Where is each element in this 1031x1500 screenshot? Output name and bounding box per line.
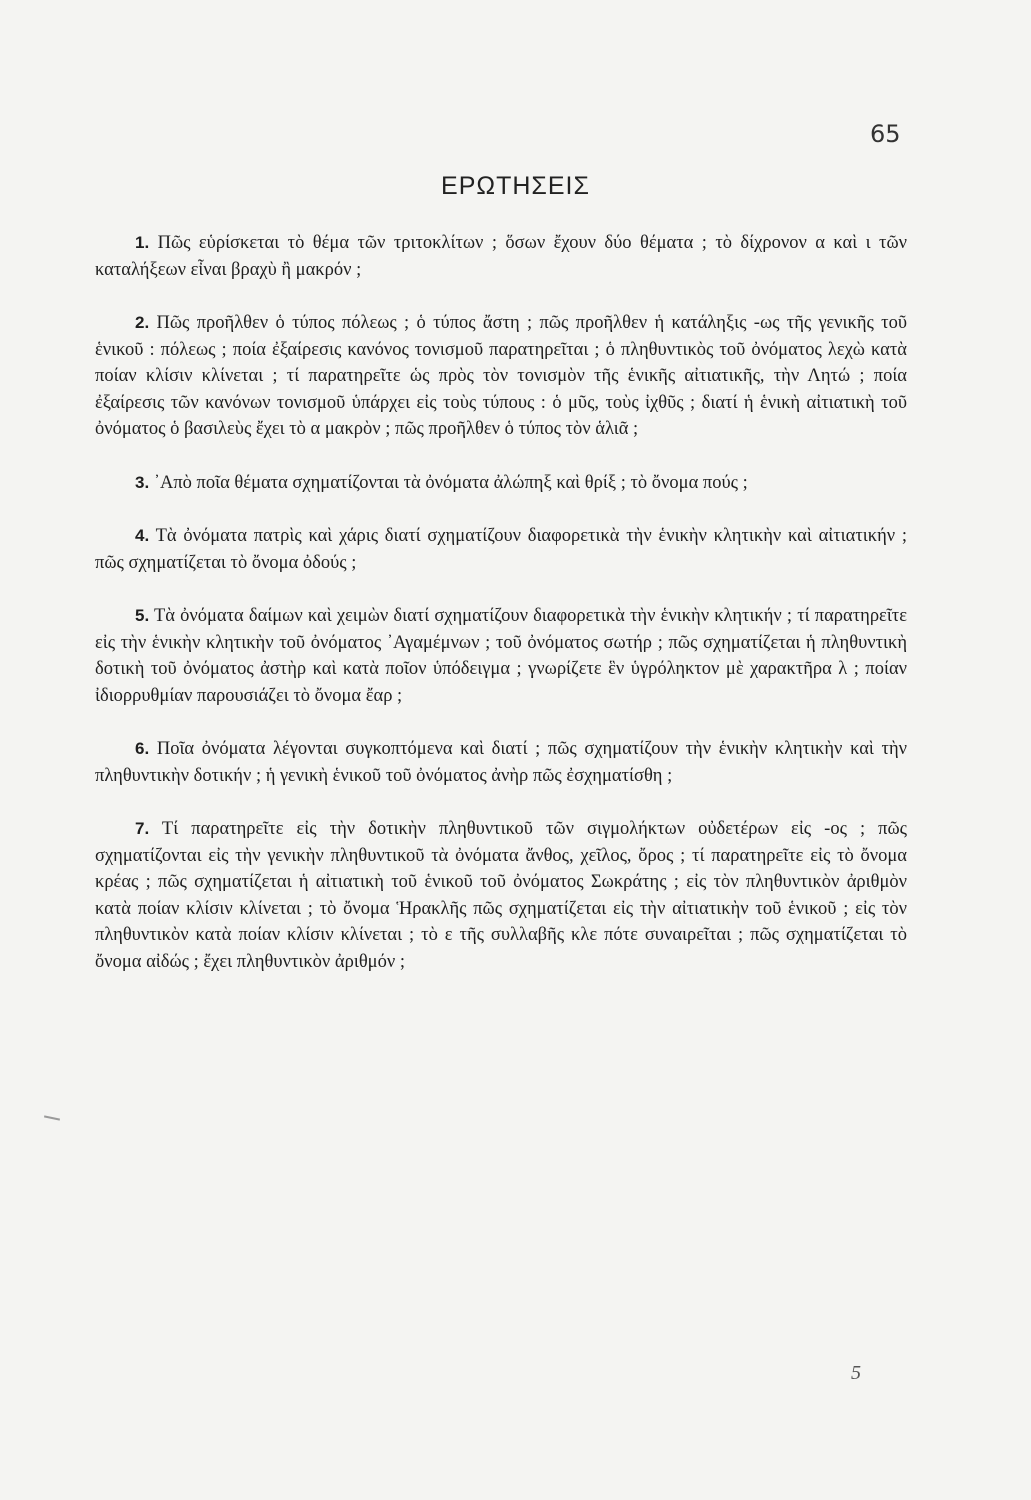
- question-4: [95, 523, 907, 576]
- question-text: Πῶς εὑρίσκεται τὸ θέμα τῶν τριτοκλίτων ; ὅσων ἔχουν δύο θέματα ; τὸ δίχρονον α καὶ ι τῶν καταλήξεων εἶναι βραχὺ ἢ μακρόν ;: [95, 233, 908, 280]
- question-text: Τὰ ὀνόματα δαίμων καὶ χειμὼν διατί σχηματίζουν διαφορετικὰ τὴν ἑνικὴν κλητικήν ; τί παρατηρεῖτε εἰς τὴν ἑνικὴν κλητικὴν τοῦ ὀνόματος ᾿Αγαμέμνων ; τοῦ ὀνόματος σωτήρ ; πῶς σχηματίζεται ἡ πληθυντικὴ δοτικὴ τοῦ ὀνόματος ἀστὴρ καὶ κατὰ ποῖον ὑπόδειγμα ; γνωρίζετε ἓν ὑγρόληκτον μὲ χαρακτῆρα λ ; ποίαν ἰδιορρυθμίαν παρουσιάζει τὸ ὄνομα ἔαρ ;: [95, 606, 907, 706]
- question-number: 7.: [135, 819, 150, 838]
- question-number: 1.: [135, 233, 150, 252]
- question-7: [95, 816, 907, 975]
- question-2: [95, 310, 907, 443]
- footer-signature: 5: [851, 1362, 861, 1384]
- question-1: [95, 230, 907, 283]
- questions-list: [95, 230, 907, 1002]
- question-text: Τί παρατηρεῖτε εἰς τὴν δοτικὴν πληθυντικοῦ τῶν σιγμολήκτων οὐδετέρων εἰς -ος ; πῶς σχηματίζονται εἰς τὴν γενικὴν πληθυντικοῦ τὰ ὀνόματα ἄνθος, χεῖλος, ὄρος ; τί παρατηρεῖτε εἰς τὸ ὄνομα κρέας ; πῶς σχηματίζεται ἡ αἰτιατικὴ τοῦ ἑνικοῦ τοῦ ὀνόματος Σωκράτης ; εἰς τὸν πληθυντικὸν ἀριθμὸν κατὰ ποίαν κλίσιν κλίνεται ; τὸ ὄνομα Ἡρακλῆς πῶς σχηματίζεται εἰς τὴν αἰτιατικὴν τοῦ ἑνικοῦ ; εἰς τὸν πληθυντικὸν κατὰ ποίαν κλίσιν κλίνεται ; τὸ ε τῆς συλλαβῆς κλε πότε συναιρεῖται ; πῶς σχηματίζεται τὸ ὄνομα αἰδώς ; ἔχει πληθυντικὸν ἀριθμόν ;: [95, 819, 907, 972]
- question-text: Πῶς προῆλθεν ὁ τύπος πόλεως ; ὁ τύπος ἄστη ; πῶς προῆλθεν ἡ κατάληξις -ως τῆς γενικῆς τοῦ ἑνικοῦ : πόλεως ; ποία ἐξαίρεσις κανόνος τονισμοῦ παρατηρεῖται ; ὁ πληθυντικὸς τοῦ ὀνόματος λεχὼ κατὰ ποίαν κλίσιν κλίνεται ; τί παρατηρεῖτε ὡς πρὸς τὸν τονισμὸν τῆς ἑνικῆς αἰτιατικῆς, τὴν Λητώ ; ποία ἐξαίρεσις τῶν κανόνων τονισμοῦ ὑπάρχει εἰς τοὺς τύπους : ὁ μῦς, τοὺς ἰχθῦς ; διατί ἡ ἑνικὴ αἰτιατικὴ τοῦ ὀνόματος ὁ βασιλεὺς ἔχει τὸ α μακρὸν ; πῶς προῆλθεν ὁ τύπος τὸν ἁλιᾶ ;: [95, 313, 907, 439]
- question-text: ᾿Απὸ ποῖα θέματα σχηματίζονται τὰ ὀνόματα ἀλώπηξ καὶ θρίξ ; τὸ ὄνομα πούς ;: [153, 472, 748, 493]
- question-5: [95, 603, 907, 709]
- question-number: 5.: [135, 606, 150, 625]
- question-3: [95, 470, 907, 497]
- question-number: 3.: [135, 472, 150, 492]
- question-number: 2.: [135, 313, 150, 332]
- page-title: ΕΡΩΤΗΣΕΙΣ: [441, 172, 590, 200]
- question-text: Ποῖα ὀνόματα λέγονται συγκοπτόμενα καὶ διατί ; πῶς σχηματίζουν τὴν ἑνικὴν κλητικὴν καὶ τὴν πληθυντικὴν δοτικήν ; ἡ γενικὴ ἑνικοῦ τοῦ ὀνόματος ἀνὴρ πῶς ἐσχηματίσθη ;: [95, 739, 908, 786]
- question-6: [95, 736, 907, 789]
- question-number: 6.: [135, 739, 150, 758]
- question-number: 4.: [135, 526, 150, 545]
- page-number: 65: [870, 120, 901, 148]
- margin-mark: [44, 1115, 60, 1120]
- question-text: Τὰ ὀνόματα πατρὶς καὶ χάρις διατί σχηματίζουν διαφορετικὰ τὴν ἑνικὴν κλητικὴν καὶ αἰτιατικήν ; πῶς σχηματίζεται τὸ ὄνομα ὀδούς ;: [95, 526, 907, 573]
